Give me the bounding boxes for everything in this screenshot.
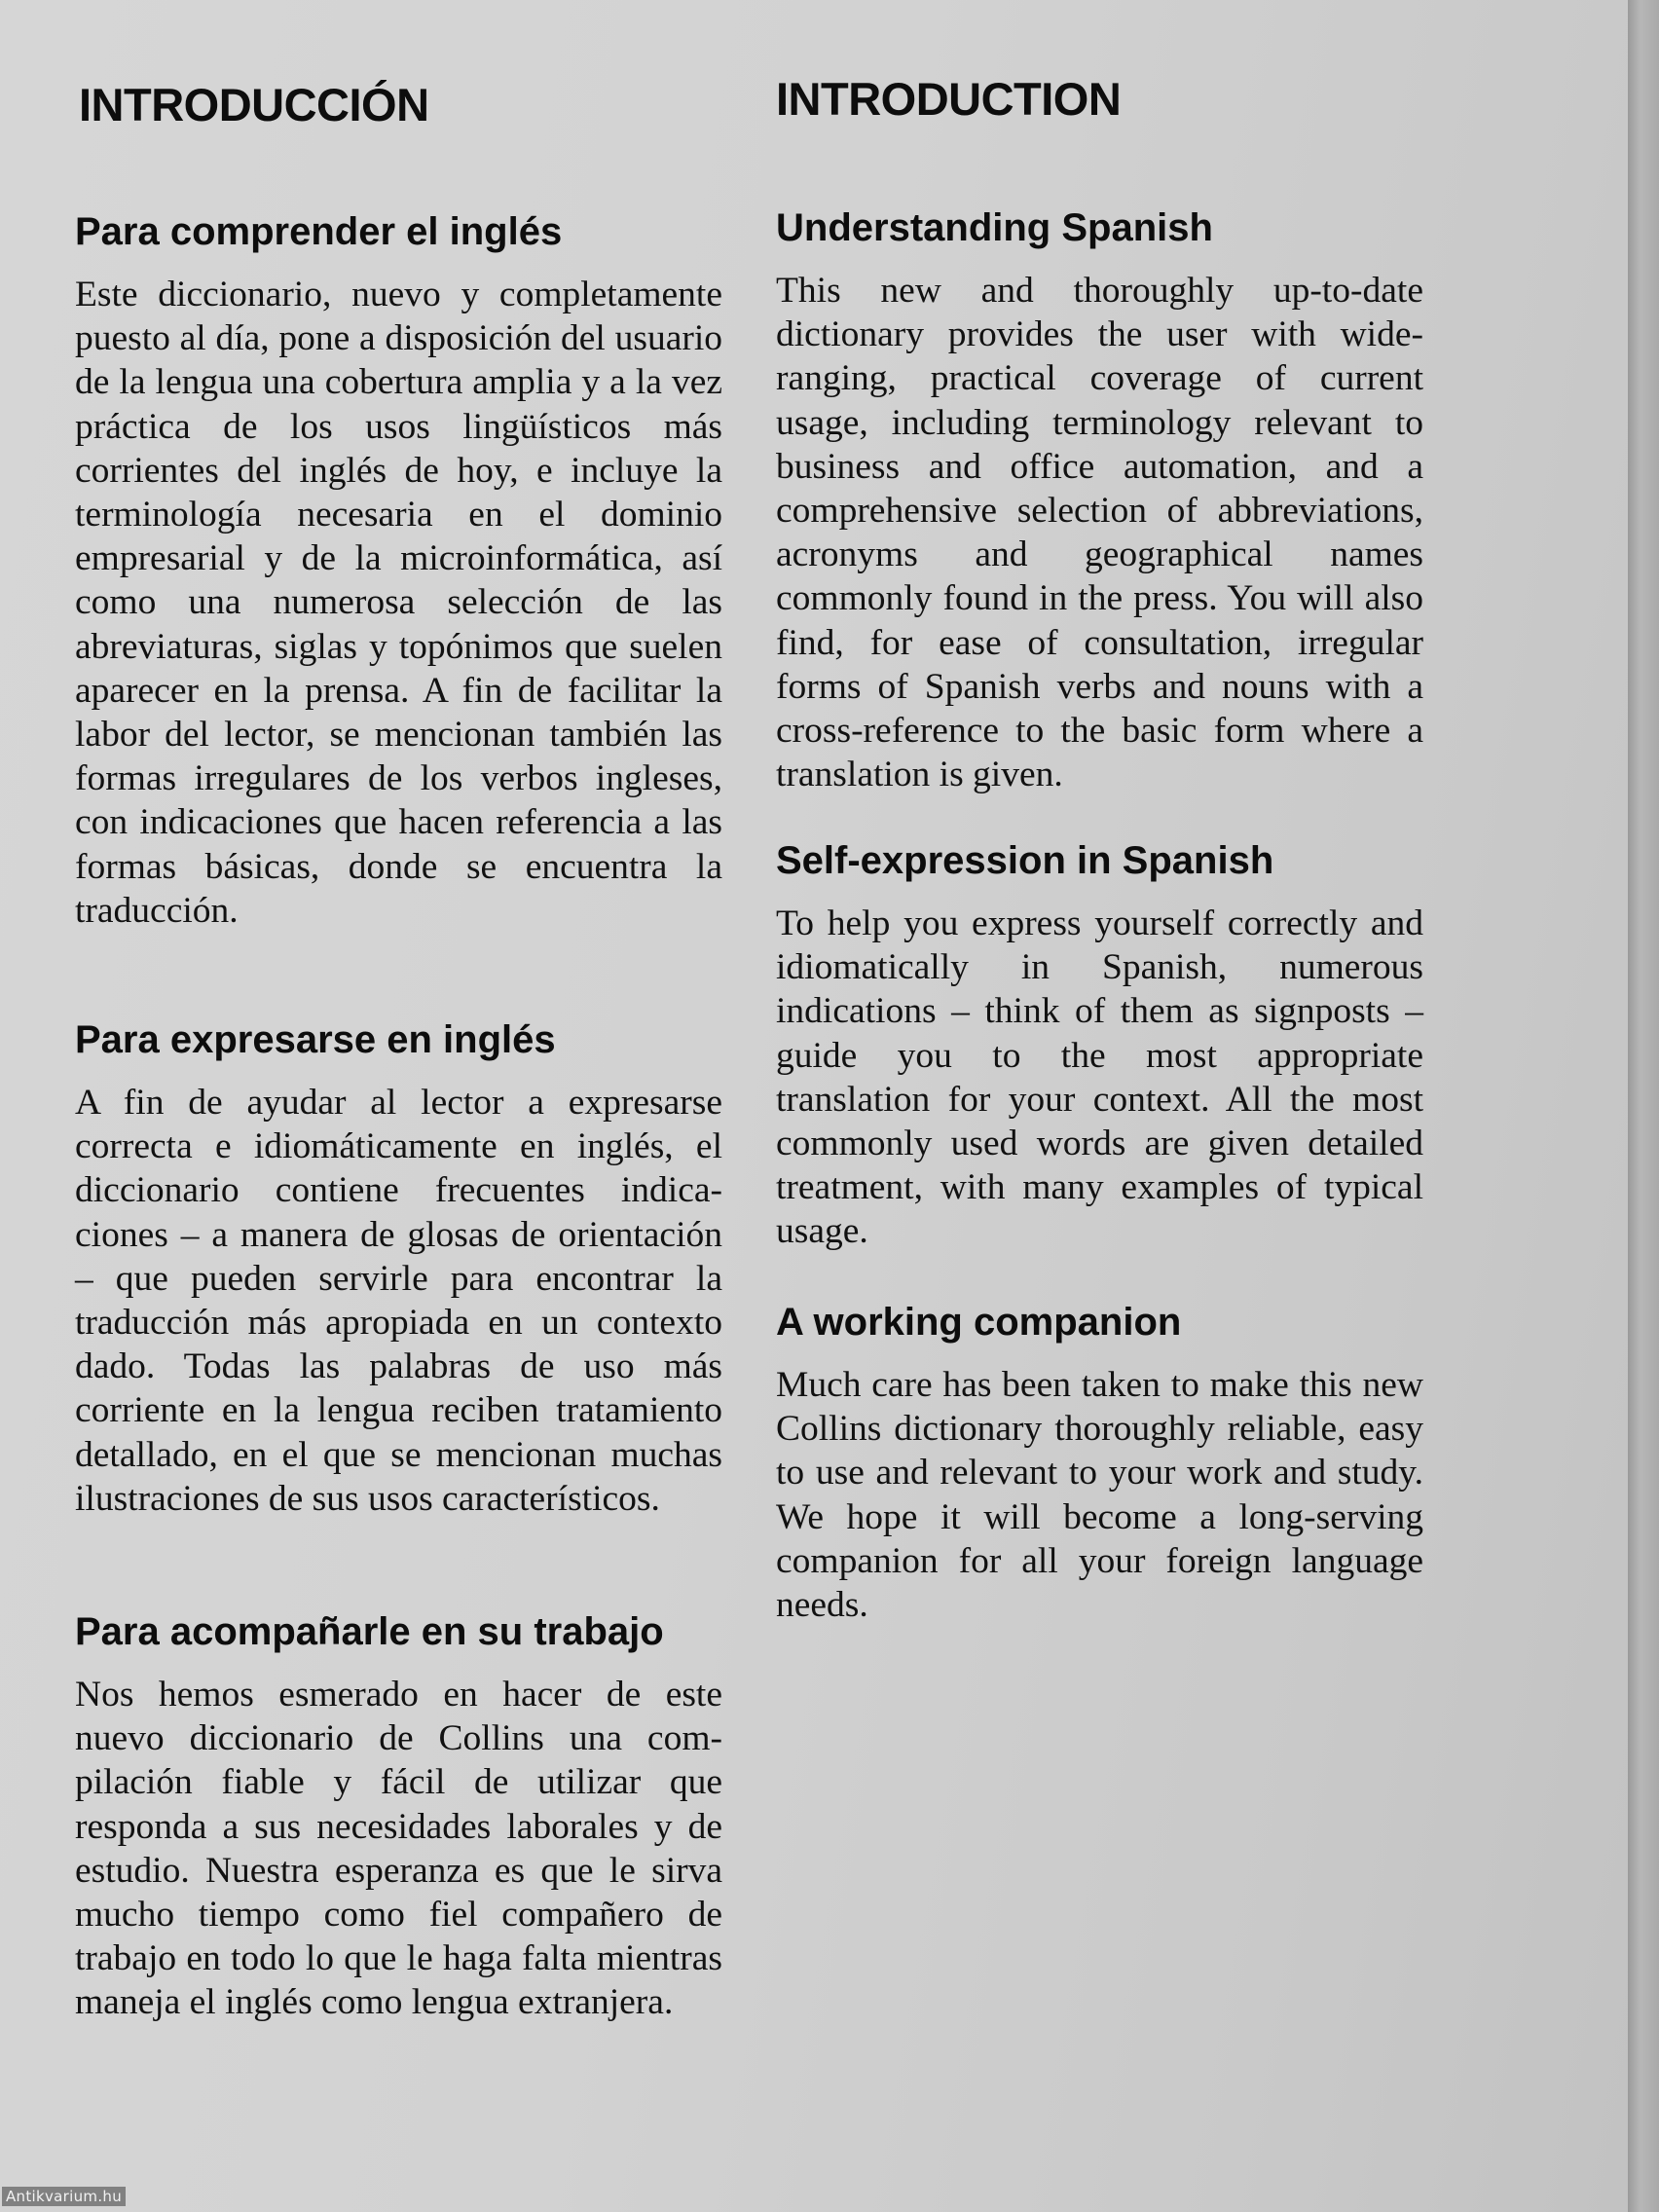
section-paragraph: Este diccionario, nuevo y completamente puesto al día, pone a disposición del usuario de la lengua una cobertura amplia y a la vez práctica de los usos lingüísticos más corrientes del inglés de hoy, e incluye la terminología necesaria en el dominio empresarial y de la microinformática, así como una numerosa selección de las abreviaturas, siglas y topónimos que suelen aparecer en la prensa. A fin de facilitar la labor del lector, se mencionan también las formas irregulares de los verbos ingleses, con indicaciones que hacen referencia a las formas básicas, donde se encuentra la traducción. bbox=[75, 275, 722, 931]
section-heading: Para comprender el inglés bbox=[75, 210, 563, 253]
section-paragraph: This new and thoroughly up-to-date dictionary provides the user with wide-ranging, practical coverage of current usage, including terminology relevant to business and office automation, and a comprehensive selection of abbreviations, acronyms and geographical names commonly found in the press. You will also find, for ease of consultation, irregular forms of Spanish verbs and nouns with a cross-reference to the basic form where a translation is given. bbox=[776, 271, 1423, 795]
section-paragraph: Nos hemos esmerado en hacer de este nuevo diccionario de Collins una compilación fiable y fácil de utilizar que responda a sus necesidades laborales y de estudio. Nuestra esperanza es que le sirva mucho tiempo como fiel compañero de trabajo en todo lo que le haga falta mientras maneja el inglés como lengua extranjera. bbox=[75, 1675, 722, 2023]
english-section-companion bbox=[776, 1299, 1423, 1627]
spanish-section-understanding bbox=[75, 208, 722, 933]
spanish-section-expression bbox=[75, 1016, 722, 1521]
english-section-understanding bbox=[776, 204, 1423, 796]
section-heading: Understanding Spanish bbox=[776, 206, 1213, 249]
section-heading: Para acompañarle en su trabajo bbox=[75, 1610, 664, 1653]
watermark: Antikvarium.hu bbox=[2, 2187, 126, 2206]
spanish-title: INTRODUCCIÓN bbox=[79, 79, 429, 130]
page-edge bbox=[1628, 0, 1659, 2212]
section-heading: Para expresarse en inglés bbox=[75, 1018, 556, 1061]
english-title: INTRODUCTION bbox=[776, 73, 1122, 125]
section-paragraph: A fin de ayudar al lector a expresarse correcta e idiomáticamente en inglés, el diccionario contiene frecuentes indicaciones – a manera de glosas de orientación – que pueden servirle para encontrar la traducción más apropiada en un contexto dado. Todas las palabras de uso más corriente en la lengua reciben tratamiento detallado, en el que se mencionan muchas ilustraciones de sus usos característicos. bbox=[75, 1083, 722, 1519]
section-heading: Self-expression in Spanish bbox=[776, 839, 1274, 882]
english-section-expression bbox=[776, 837, 1423, 1254]
section-paragraph: Much care has been taken to make this new Collins dictionary thoroughly reliable, easy to use and relevant to your work and study. We hope it will become a long-serving companion for all your foreign language needs. bbox=[776, 1365, 1423, 1626]
section-heading: A working companion bbox=[776, 1301, 1182, 1344]
section-paragraph: To help you express yourself correctly and idiomatically in Spanish, numerous indications – think of them as signposts – guide you to the most appropriate translation for your context. All the most commonly used words are given detailed treatment, with many examples of typical usage. bbox=[776, 903, 1423, 1252]
spanish-section-companion bbox=[75, 1608, 722, 2025]
